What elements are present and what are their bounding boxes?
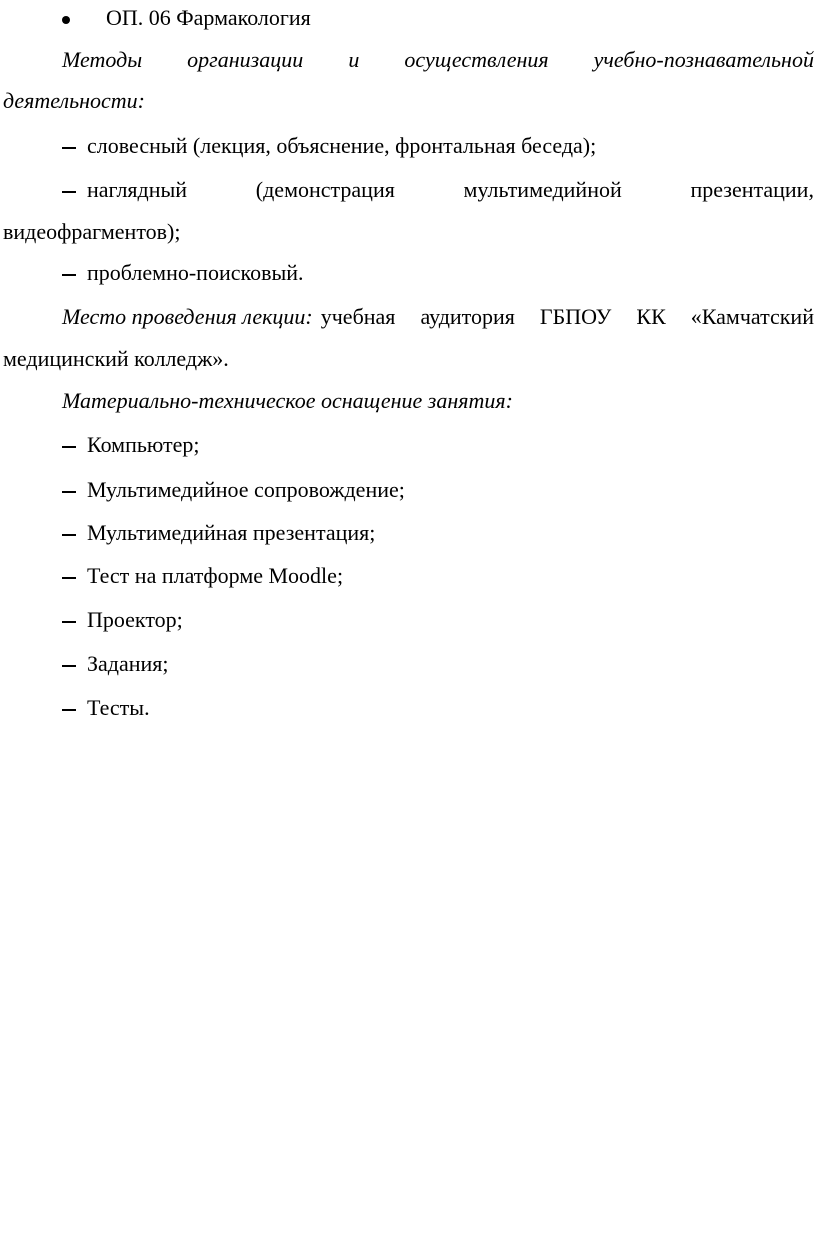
subject-title: ОП. 06 Фармакология (106, 5, 311, 30)
methods-heading-word: Методы (62, 47, 143, 72)
bullet-dot-icon (62, 16, 70, 24)
equipment-item-multimedia-support (0, 475, 816, 505)
equipment-item-tests (0, 693, 816, 723)
venue-word: «Камчатский (690, 304, 814, 329)
equipment-item-projector (0, 605, 816, 635)
list-item-text-justified (87, 175, 814, 205)
list-item-problem-search (0, 258, 816, 288)
dash-bullet-icon (62, 475, 76, 505)
list-item-word: наглядный (87, 177, 188, 202)
methods-heading-continuation: деятельности: (3, 88, 145, 113)
list-item-verbal (0, 131, 816, 161)
venue-label: Место проведения лекции: (62, 304, 313, 329)
venue-word: учебная (320, 304, 396, 329)
list-item-text: Компьютер; (87, 432, 200, 457)
methods-heading-word: осуществления (404, 47, 549, 72)
equipment-item-presentation (0, 518, 816, 548)
dash-bullet-icon (62, 430, 76, 460)
venue-lead (62, 302, 395, 332)
dash-bullet-icon (62, 175, 76, 205)
list-item-text: Мультимедийное сопровождение; (87, 477, 405, 502)
methods-heading-word: организации (187, 47, 304, 72)
dash-bullet-icon (62, 518, 76, 548)
list-item-word: презентации, (690, 177, 814, 202)
methods-heading (62, 45, 814, 75)
list-item-text: Мультимедийная презентация; (87, 520, 376, 545)
list-item-text: Тесты. (87, 695, 150, 720)
dash-bullet-icon (62, 649, 76, 679)
venue-continuation: медицинский колледж». (3, 346, 229, 371)
dash-bullet-icon (62, 258, 76, 288)
list-item-text: Проектор; (87, 607, 183, 632)
list-item-text: проблемно-поисковый. (87, 260, 304, 285)
list-item-text: Задания; (87, 651, 169, 676)
subject-bullet-line (0, 3, 816, 33)
list-item-text: словесный (лекция, объяснение, фронтальная беседа); (87, 133, 597, 158)
methods-heading-word: и (348, 47, 360, 72)
list-item-text: Тест на платформе Moodle; (87, 563, 344, 588)
list-item-visual-continuation: видеофрагментов); (3, 219, 181, 244)
list-item-word: мультимедийной (463, 177, 622, 202)
equipment-item-tasks (0, 649, 816, 679)
equipment-heading: Материально-техническое оснащение занятия: (62, 388, 513, 413)
dash-bullet-icon (62, 131, 76, 161)
venue-word: аудитория (420, 304, 515, 329)
equipment-item-moodle-test (0, 561, 816, 591)
methods-heading-word: учебно-познавательной (593, 47, 814, 72)
dash-bullet-icon (62, 605, 76, 635)
venue-line (62, 302, 814, 332)
dash-bullet-icon (62, 561, 76, 591)
venue-word: ГБПОУ (539, 304, 612, 329)
equipment-item-computer (0, 430, 816, 460)
dash-bullet-icon (62, 693, 76, 723)
list-item-visual (0, 175, 816, 205)
venue-word: КК (636, 304, 666, 329)
list-item-word: (демонстрация (255, 177, 395, 202)
